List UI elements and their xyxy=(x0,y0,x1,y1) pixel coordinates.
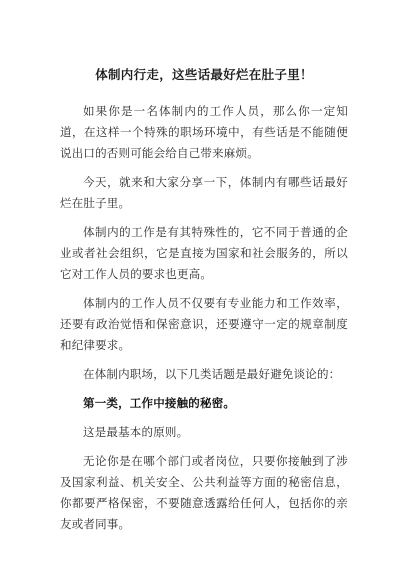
paragraph-basic-principle: 这是最基本的原则。 xyxy=(83,425,189,439)
paragraph-today: 今天，就来和大家分享一下，体制内有哪些话最好烂在肚子里。 xyxy=(60,175,348,210)
paragraph-confidentiality: 无论你是在哪个部门或者岗位，只要你接触到了涉及国家利益、机关安全、公共利益等方面的秘密信息，你都要严格保密，不要随意透露给任何人，包括你的亲友或者同事。 xyxy=(60,454,348,531)
section-heading-secrets: 第一类，工作中接触的秘密。 xyxy=(83,396,236,410)
paragraph-particularity: 体制内的工作是有其特殊性的，它不同于普通的企业或者社会组织，它是直接为国家和社会服务的，所以它对工作人员的要求也更高。 xyxy=(60,225,348,281)
paragraph-requirements: 体制内的工作人员不仅要有专业能力和工作效率，还要有政治觉悟和保密意识，还要遵守一定的规章制度和纪律要求。 xyxy=(60,296,348,352)
document-title: 体制内行走，这些话最好烂在肚子里！ xyxy=(95,67,313,82)
paragraph-intro: 如果你是一名体制内的工作人员，那么你一定知道，在这样一个特殊的职场环境中，有些话是不能随便说出口的否则可能会给自己带来麻烦。 xyxy=(60,104,348,160)
paragraph-topics-intro: 在体制内职场，以下几类话题是最好避免谈论的： xyxy=(83,367,341,381)
